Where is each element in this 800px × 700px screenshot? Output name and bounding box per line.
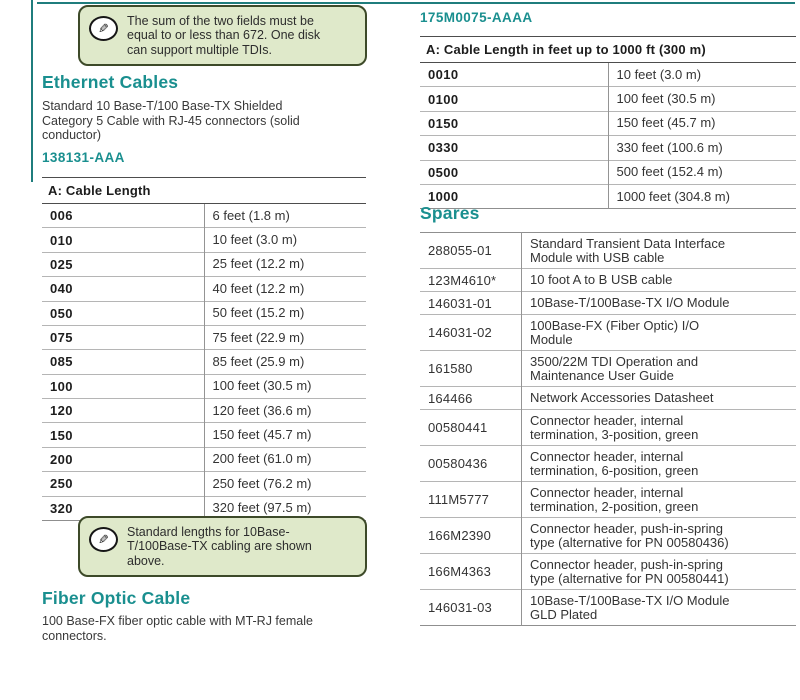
part-code-cell: 00580441	[420, 410, 522, 446]
part-code-cell: 164466	[420, 387, 522, 410]
description-cell: 120 feet (36.6 m)	[204, 399, 366, 423]
part-code-cell: 0010	[420, 63, 608, 87]
table-row	[42, 374, 366, 398]
description-cell: 320 feet (97.5 m)	[204, 496, 366, 520]
ethernet-cables-description	[42, 99, 300, 143]
table-row	[42, 252, 366, 276]
note-text	[127, 14, 320, 57]
description-cell: 1000 feet (304.8 m)	[608, 184, 796, 208]
pencil-glyph: ✎	[98, 21, 109, 36]
description-cell: 150 feet (45.7 m)	[608, 111, 796, 135]
description-cell: 10 foot A to B USB cable	[522, 269, 797, 292]
part-code-cell: 150	[42, 423, 204, 447]
part-code-cell: 146031-03	[420, 590, 522, 626]
table-row	[420, 160, 796, 184]
description-cell: Standard Transient Data Interface Module with USB cable	[530, 235, 726, 265]
table-row	[42, 423, 366, 447]
part-code-cell: 075	[42, 325, 204, 349]
table-row	[42, 472, 366, 496]
part-code-cell: 146031-02	[420, 315, 522, 351]
note-box-tdi-limit	[78, 5, 367, 66]
pencil-glyph: ✎	[98, 532, 109, 547]
part-code-cell: 111M5777	[420, 482, 522, 518]
description-cell: 10 feet (3.0 m)	[204, 228, 366, 252]
description-cell: 3500/22M TDI Operation and Maintenance User Guide	[522, 351, 797, 387]
table-row	[420, 315, 796, 351]
note-box-standard-lengths	[78, 516, 367, 577]
revision-change-bar	[31, 0, 33, 182]
part-code-cell: 0330	[420, 136, 608, 160]
description-cell: 6 feet (1.8 m)	[212, 207, 290, 223]
part-code-cell: 166M2390	[420, 518, 522, 554]
part-code-cell: 161580	[420, 351, 522, 387]
description-cell: 150 feet (45.7 m)	[204, 423, 366, 447]
table-row	[42, 301, 366, 325]
table-row	[42, 447, 366, 471]
pencil-note-icon	[89, 16, 118, 41]
table-row	[420, 554, 796, 590]
description-cell: 330 feet (100.6 m)	[608, 136, 796, 160]
description-cell: 10 feet (3.0 m)	[616, 66, 702, 82]
part-code-cell: 025	[42, 252, 204, 276]
note-line: can support multiple TDIs.	[127, 42, 272, 57]
description-cell: 10Base-T/100Base-TX I/O Module GLD Plated	[522, 590, 797, 626]
note-text	[127, 525, 312, 568]
description-cell: 200 feet (61.0 m)	[204, 447, 366, 471]
table-row	[420, 87, 796, 111]
spares-heading: Spares	[420, 203, 480, 223]
description-line: 100 Base-FX fiber optic cable with MT-RJ female	[42, 614, 313, 628]
part-code-cell: 120	[42, 399, 204, 423]
part-code-cell: 0150	[420, 111, 608, 135]
part-code-cell: 006	[42, 204, 204, 228]
description-cell: 100 feet (30.5 m)	[204, 374, 366, 398]
table-row	[420, 482, 796, 518]
description-line: conductor)	[42, 128, 102, 143]
cable-length-header: A: Cable Length	[42, 178, 366, 204]
description-cell: Connector header, internal termination, 6-position, green	[522, 446, 797, 482]
part-code-cell: 1000	[420, 184, 608, 208]
part-code-cell: 123M4610*	[420, 269, 522, 292]
table-row	[420, 446, 796, 482]
note-line: above.	[127, 553, 165, 568]
table-row	[420, 518, 796, 554]
table-row	[420, 590, 796, 626]
table-row	[42, 228, 366, 252]
description-cell: 100Base-FX (Fiber Optic) I/O Module	[522, 315, 797, 351]
part-code-cell: 200	[42, 447, 204, 471]
left-column	[42, 0, 366, 700]
part-code-cell: 010	[42, 228, 204, 252]
fiber-optic-cable-heading: Fiber Optic Cable	[42, 588, 191, 608]
part-code-cell: 320	[42, 496, 204, 520]
note-line: The sum of the two fields must be	[127, 14, 314, 28]
description-cell: Connector header, push-in-spring type (alternative for PN 00580441)	[522, 554, 797, 590]
description-cell: Connector header, push-in-spring type (alternative for PN 00580436)	[522, 518, 797, 554]
right-column	[420, 0, 796, 700]
description-line: Category 5 Cable with RJ-45 connectors (solid	[42, 113, 300, 128]
pencil-note-icon	[89, 527, 118, 552]
fiber-optic-description	[42, 614, 313, 643]
description-cell: 85 feet (25.9 m)	[204, 350, 366, 374]
table-header-row	[420, 37, 796, 63]
part-code-cell: 040	[42, 277, 204, 301]
description-cell: 50 feet (15.2 m)	[204, 301, 366, 325]
table-row	[420, 351, 796, 387]
fiber-cable-length-table	[420, 36, 796, 209]
part-code-cell: 100	[42, 374, 204, 398]
part-number-138131: 138131-AAA	[42, 150, 125, 165]
table-row	[420, 136, 796, 160]
cable-length-header: A: Cable Length in feet up to 1000 ft (300 m)	[420, 37, 796, 63]
note-line: Standard lengths for 10Base-	[127, 525, 290, 539]
description-cell: 100 feet (30.5 m)	[608, 87, 796, 111]
description-cell: Connector header, internal termination, 3-position, green	[522, 410, 797, 446]
table-row	[42, 350, 366, 374]
part-code-cell: 288055-01	[420, 233, 522, 269]
ethernet-cable-length-table	[42, 177, 366, 521]
description-cell: 75 feet (22.9 m)	[204, 325, 366, 349]
description-line: connectors.	[42, 628, 107, 643]
ethernet-cables-heading: Ethernet Cables	[42, 72, 179, 92]
part-code-cell: 050	[42, 301, 204, 325]
part-code-cell: 085	[42, 350, 204, 374]
description-cell: 250 feet (76.2 m)	[204, 472, 366, 496]
description-cell: 10Base-T/100Base-TX I/O Module	[522, 292, 797, 315]
description-cell: Network Accessories Datasheet	[522, 387, 797, 410]
part-code-cell: 0100	[420, 87, 608, 111]
description-line: Standard 10 Base-T/100 Base-TX Shielded	[42, 99, 283, 113]
table-row	[420, 269, 796, 292]
description-cell: 40 feet (12.2 m)	[204, 277, 366, 301]
spares-table	[420, 232, 796, 626]
description-cell: 25 feet (12.2 m)	[204, 252, 366, 276]
table-row	[42, 204, 366, 228]
part-code-cell: 00580436	[420, 446, 522, 482]
part-number-175M0075: 175M0075-AAAA	[420, 10, 533, 25]
part-code-cell: 250	[42, 472, 204, 496]
table-row	[42, 277, 366, 301]
table-row	[42, 399, 366, 423]
part-code-cell: 146031-01	[420, 292, 522, 315]
part-code-cell: 166M4363	[420, 554, 522, 590]
table-row	[420, 410, 796, 446]
note-line: T/100Base-TX cabling are shown	[127, 539, 312, 554]
table-row	[420, 111, 796, 135]
part-code-cell: 0500	[420, 160, 608, 184]
table-row	[42, 325, 366, 349]
table-row	[420, 63, 796, 87]
description-cell: Connector header, internal termination, 2-position, green	[522, 482, 797, 518]
table-header-row	[42, 178, 366, 204]
description-cell: 500 feet (152.4 m)	[608, 160, 796, 184]
table-row	[420, 292, 796, 315]
table-row	[420, 233, 796, 269]
note-line: equal to or less than 672. One disk	[127, 28, 321, 43]
table-row	[420, 387, 796, 410]
